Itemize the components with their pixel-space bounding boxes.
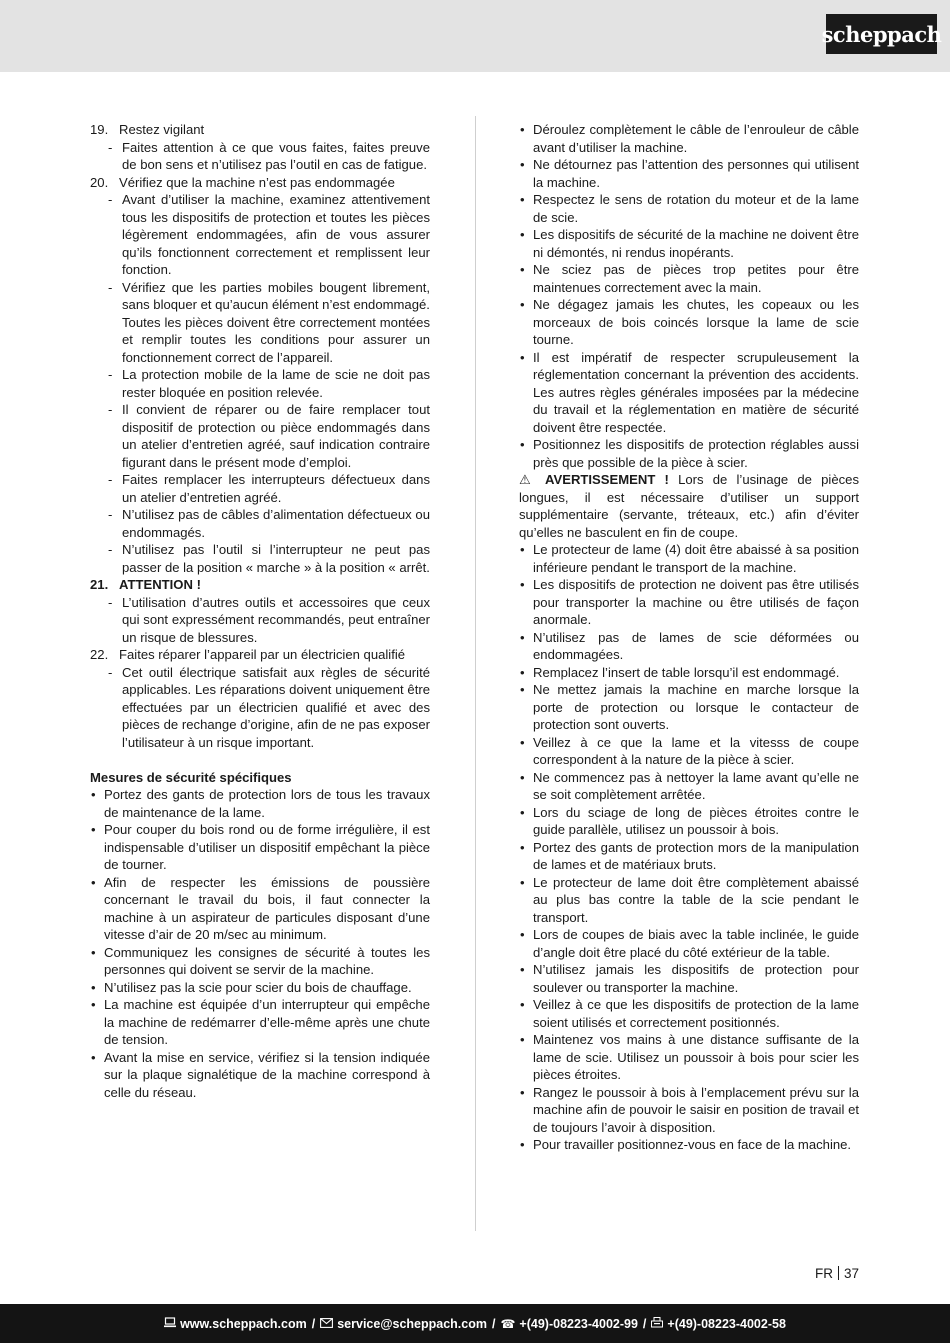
bullet-item: • Pour couper du bois rond ou de forme irrégulière, il est indispensable d’utiliser un dispositif empêchant la pièce de tourner. bbox=[90, 821, 430, 874]
right-column bbox=[519, 121, 859, 1154]
bullet-item: • N’utilisez pas la scie pour scier du bois de chauffage. bbox=[90, 979, 430, 997]
sub-item: - N’utilisez pas de câbles d’alimentation défectueux ou endommagés. bbox=[90, 506, 430, 541]
language-code: FR bbox=[814, 1266, 833, 1281]
footer-separator: / bbox=[311, 1316, 316, 1331]
section-title: Mesures de sécurité spécifiques bbox=[90, 769, 292, 785]
bullet-item: • N’utilisez pas de lames de scie déformées ou endommagées. bbox=[519, 629, 859, 664]
item-title: ATTENTION ! bbox=[119, 577, 201, 592]
envelope-icon bbox=[320, 1317, 333, 1331]
bullet-item: • Portez des gants de protection lors de tous les travaux de maintenance de la lame. bbox=[90, 786, 430, 821]
page-number-divider bbox=[838, 1266, 839, 1280]
left-column bbox=[90, 121, 430, 1101]
list-item-20 bbox=[90, 174, 430, 192]
footer-separator: / bbox=[491, 1316, 496, 1331]
fax-icon bbox=[651, 1317, 663, 1331]
list-item-21 bbox=[90, 576, 430, 594]
item-title: Restez vigilant bbox=[119, 122, 205, 137]
bullet-item: • Portez des gants de protection mors de la manipulation de lames et de matériaux bruts. bbox=[519, 839, 859, 874]
list-item-19 bbox=[90, 121, 430, 139]
bullet-item: • La machine est équipée d’un interrupteur qui empêche la machine de redémarrer d’elle-même après une chute de tension. bbox=[90, 996, 430, 1049]
scheppach-logo: scheppach bbox=[826, 14, 937, 54]
list-item-22 bbox=[90, 646, 430, 664]
bullet-item: • Lors du sciage de long de pièces étroites contre le guide parallèle, utilisez un poussoir à bois. bbox=[519, 804, 859, 839]
bullet-item: • Le protecteur de lame (4) doit être abaissé à sa position inférieure pendant le transport de la machine. bbox=[519, 541, 859, 576]
sub-item: - La protection mobile de la lame de scie ne doit pas rester bloquée en position relevée. bbox=[90, 366, 430, 401]
sub-item: - Faites remplacer les interrupteurs défectueux dans un atelier d’entretien agréé. bbox=[90, 471, 430, 506]
bullet-item: • Ne détournez pas l’attention des personnes qui utilisent la machine. bbox=[519, 156, 859, 191]
warning-text: Lors de l’usinage de pièces longues, il est nécessaire d’utiliser un support supplémentaire (servante, tréteaux, etc.) afin d’éviter qu’elles ne basculent en fin de coupe. bbox=[519, 472, 859, 540]
sub-item-continuation: Toutes les pièces doivent être correctement montées et remplir toutes les conditions pour assurer un fonctionnement correct de l’appareil. bbox=[122, 314, 430, 365]
item-title: Vérifiez que la machine n’est pas endommagée bbox=[119, 174, 395, 190]
bullet-item: • Ne mettez jamais la machine en marche lorsque la porte de protection ou lorsque le contacteur de protection sont ouverts. bbox=[519, 681, 859, 734]
sub-item: - N’utilisez pas l’outil si l’interrupteur ne peut pas passer de la position « marche » à la position « arrêt. bbox=[90, 541, 430, 576]
bullet-item: • Ne sciez pas de pièces trop petites pour être maintenues correctement avec la main. bbox=[519, 261, 859, 296]
sub-item: - Il convient de réparer ou de faire remplacer tout dispositif de protection ou pièce endommagés dans un atelier d’entretien agréé, sauf indication contraire figurant dans le présent mode d’emploi. bbox=[90, 401, 430, 471]
bullet-item: • Les dispositifs de protection ne doivent pas être utilisés pour transporter la machine ou être utilisés de façon anormale. bbox=[519, 576, 859, 629]
bullet-item: • Ne commencez pas à nettoyer la lame avant qu’elle ne se soit complètement arrêtée. bbox=[519, 769, 859, 804]
sub-item: - Faites attention à ce que vous faites, faites preuve de bon sens et n’utilisez pas l’outil en cas de fatigue. bbox=[90, 139, 430, 174]
bullet-item: • Communiquez les consignes de sécurité à toutes les personnes qui doivent se servir de la machine. bbox=[90, 944, 430, 979]
item-number: 20. bbox=[90, 174, 109, 190]
telephone-icon: ☎ bbox=[500, 1316, 516, 1331]
item-number: 21. bbox=[90, 577, 109, 592]
bullet-item: • Maintenez vos mains à une distance suffisante de la lame de scie. Utilisez un poussoir à bois pour scier les pièces étroites. bbox=[519, 1031, 859, 1084]
item-number: 22. bbox=[90, 647, 109, 662]
footer-bar bbox=[0, 1304, 950, 1343]
footer-website-link[interactable]: www.scheppach.com bbox=[180, 1316, 307, 1331]
bullet-item: • Veillez à ce que la lame et la vitesss de coupe correspondent à la nature de la pièce à scier. bbox=[519, 734, 859, 769]
page-number-value: 37 bbox=[843, 1266, 859, 1281]
footer-email-link[interactable]: service@scheppach.com bbox=[337, 1316, 487, 1331]
page-number bbox=[815, 1266, 859, 1281]
footer-phone[interactable]: +(49)-08223-4002-99 bbox=[519, 1316, 638, 1331]
column-divider bbox=[475, 116, 476, 1231]
sub-item: - L’utilisation d’autres outils et accessoires que ceux qui sont expressément recommandés, peut entraîner un risque de blessures. bbox=[90, 594, 430, 647]
bullet-item: • Veillez à ce que les dispositifs de protection de la lame soient utilisés et correctement positionnés. bbox=[519, 996, 859, 1031]
bullet-item: • Le protecteur de lame doit être complètement abaissé au plus bas contre la table de la scie pendant le transport. bbox=[519, 874, 859, 927]
header-band bbox=[0, 0, 950, 72]
sub-item: - Cet outil électrique satisfait aux règles de sécurité applicables. Les réparations doivent uniquement être effectuées par un électricien qualifié et avec des pièces de rechange d’origine, afin de ne pas exposer l’utilisateur à un risque important. bbox=[90, 664, 430, 752]
bullet-item: • Positionnez les dispositifs de protection réglables aussi près que possible de la pièce à scier. bbox=[519, 436, 859, 471]
bullet-item: • Lors de coupes de biais avec la table inclinée, le guide d’angle doit être placé du côté extérieur de la table. bbox=[519, 926, 859, 961]
warning-label: ⚠ AVERTISSEMENT ! bbox=[519, 472, 669, 487]
bullet-item: • Rangez le poussoir à bois à l’emplacement prévu sur la machine afin de pouvoir le saisir en position de travail et de toujours l’avoir à disposition. bbox=[519, 1084, 859, 1137]
sub-item: - Vérifiez que les parties mobiles bougent librement, sans bloquer et qu’aucun élément n’est endommagé. bbox=[90, 279, 430, 314]
bullet-item: • Il est impératif de respecter scrupuleusement la réglementation concernant la prévention des accidents. Les autres règles générales imposées par la médecine du travail et la réglementation en matière de sécurité doivent être respectée. bbox=[519, 349, 859, 437]
item-title: Faites réparer l’appareil par un électricien qualifié bbox=[119, 647, 406, 662]
warning-paragraph bbox=[519, 471, 859, 541]
bullet-item: • Déroulez complètement le câble de l’enrouleur de câble avant d’utiliser la machine. bbox=[519, 121, 859, 156]
item-number: 19. bbox=[90, 122, 109, 137]
bullet-item: • Les dispositifs de sécurité de la machine ne doivent être ni démontés, ni rendus inopérants. bbox=[519, 226, 859, 261]
bullet-item: • Afin de respecter les émissions de poussière concernant le travail du bois, il faut connecter la machine à un aspirateur de particules disposant d’une vitesse d’air de 20 m/sec au minimum. bbox=[90, 874, 430, 944]
bullet-item: • N’utilisez jamais les dispositifs de protection pour soulever ou transporter la machine. bbox=[519, 961, 859, 996]
bullet-item: • Avant la mise en service, vérifiez si la tension indiquée sur la plaque signalétique de la machine correspond à celle du réseau. bbox=[90, 1049, 430, 1102]
footer-fax: +(49)-08223-4002-58 bbox=[667, 1316, 786, 1331]
sub-item: - Avant d’utiliser la machine, examinez attentivement tous les dispositifs de protection et toutes les pièces légèrement endommagées, afin de vous assurer qu’ils fonctionnent correctement et remplissent leur fonction. bbox=[90, 191, 430, 279]
bullet-item: • Respectez le sens de rotation du moteur et de la lame de scie. bbox=[519, 191, 859, 226]
footer-separator: / bbox=[642, 1316, 647, 1331]
bullet-item: • Ne dégagez jamais les chutes, les copeaux ou les morceaux de bois coincés lorsque la lame de scie tourne. bbox=[519, 296, 859, 349]
bullet-item: • Pour travailler positionnez-vous en face de la machine. bbox=[519, 1136, 859, 1154]
bullet-item: • Remplacez l’insert de table lorsqu’il est endommagé. bbox=[519, 664, 859, 682]
computer-icon bbox=[164, 1317, 176, 1331]
